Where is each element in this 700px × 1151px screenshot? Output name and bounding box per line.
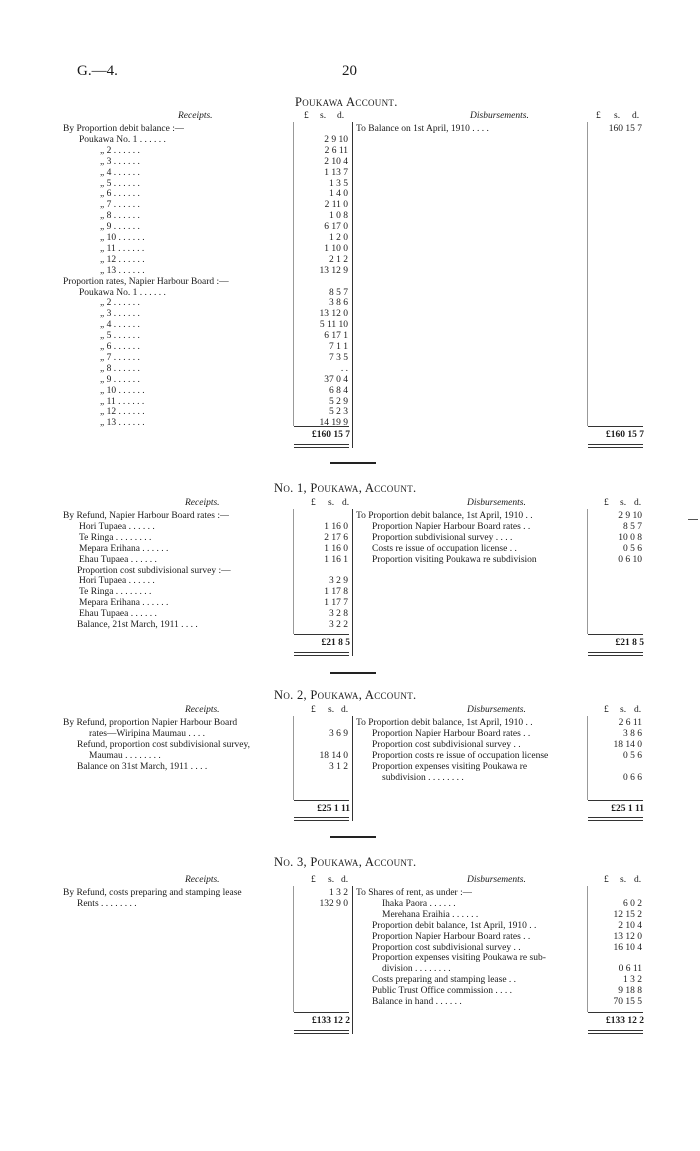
s1-lsd-right-0: £ [604,498,609,508]
s0-receipt-label: Poukawa No. 1 . . . . . . [79,287,166,298]
s0-receipt-amount: 6 17 0 [324,222,348,233]
margin-mark [688,519,698,520]
s2-double-rule-right [588,817,643,821]
s1-disbursement-label: Proportion subdivisional survey . . . . [372,532,513,543]
s3-disbursement-label: Merehana Eraihia . . . . . . [382,909,479,920]
s2-title: No. 2, Poukawa, Account. [274,688,417,702]
s0-left-amount-rule [293,122,294,426]
s0-receipt-amount: 13 12 0 [319,309,348,320]
s3-disbursement-amount: 12 15 2 [613,909,642,920]
s0-receipt-amount: 5 11 10 [319,320,348,331]
s2-receipt-label: By Refund, proportion Napier Harbour Board [63,718,238,728]
s1-double-rule-left [294,652,349,656]
s0-disbursement-label: To Balance on 1st April, 1910 . . . . [356,124,489,134]
s0-receipt-amount: 7 3 5 [329,352,348,363]
s0-receipt-label: „ 8 . . . . . . [100,211,140,222]
s0-lsd-left-2: d. [337,111,345,121]
s1-receipt-amount: 1 17 7 [324,598,348,609]
s0-total-right: £160 15 7 [606,430,644,440]
s2-disbursement-amount: 0 6 6 [623,772,642,783]
s0-receipt-amount: 1 10 0 [324,243,348,254]
s1-receipt-label: By Refund, Napier Harbour Board rates :— [63,511,230,521]
s0-receipt-label: „ 3 . . . . . . [100,309,140,320]
s2-disbursement-label: Proportion expenses visiting Poukawa re [372,761,528,772]
s2-total-right: £25 1 11 [611,804,644,814]
s0-lsd-right-0: £ [596,111,601,121]
s0-lsd-right-1: s. [614,111,621,121]
s0-receipt-label: Proportion rates, Napier Harbour Board :— [63,276,229,287]
s2-lsd-right-0: £ [604,705,609,715]
s1-receipt-label: Proportion cost subdivisional survey :— [77,565,231,576]
s2-double-rule-left [294,817,349,821]
s1-receipt-amount: 3 2 8 [329,609,348,620]
s3-disbursement-label: Ihaka Paora . . . . . . [382,898,456,909]
s1-disbursement-label: To Proportion debit balance, 1st April, 1910 . . [356,511,533,521]
s0-receipt-label: „ 13 . . . . . . [100,265,145,276]
s3-disbursement-label: Proportion Napier Harbour Board rates . . [372,931,531,942]
section-separator [330,672,376,674]
s0-total-rule-right [588,426,643,427]
s0-receipt-amount: 2 9 10 [324,134,348,145]
s3-lsd-left-2: d. [341,875,349,885]
s1-left-amount-rule [293,509,294,634]
s2-disbursement-label: To Proportion debit balance, 1st April, 1910 . . [356,718,533,728]
s2-receipt-amount: 3 1 2 [329,761,348,772]
s3-receipt-amount: 1 3 2 [329,888,348,898]
s1-disbursement-amount: 8 5 7 [623,521,642,532]
s3-receipt-label: Rents . . . . . . . . [77,898,137,909]
s1-disbursement-label: Costs re issue of occupation license . . [372,543,517,554]
s2-lsd-left-0: £ [311,705,316,715]
s0-receipt-label: „ 2 . . . . . . [100,145,140,156]
s0-total-left: £160 15 7 [312,430,350,440]
s0-receipt-amount: 5 2 9 [329,396,348,407]
s3-lsd-left-0: £ [311,875,316,885]
s1-receipt-amount: 1 16 0 [324,543,348,554]
s0-receipt-amount: 13 12 9 [319,265,348,276]
s3-lsd-right-2: d. [634,875,642,885]
s2-receipt-label: rates—Wiripina Maumau . . . . [89,728,205,739]
s3-disbursement-amount: 2 10 4 [618,920,642,931]
s0-receipt-amount: 8 5 7 [329,287,348,298]
s0-right-amount-rule [587,122,588,426]
s3-total-left: £133 12 2 [312,1016,350,1026]
s2-lsd-right-2: d. [634,705,642,715]
s0-receipt-label: „ 11 . . . . . . [100,396,145,407]
s2-receipt-label: Balance on 31st March, 1911 . . . . [77,761,208,772]
s2-disbursement-amount: 0 5 6 [623,750,642,761]
s2-disbursement-label: Proportion costs re issue of occupation license [372,750,549,761]
s3-receipts-heading: Receipts. [185,875,220,885]
s0-total-rule-left [294,426,349,427]
s0-lsd-left-1: s. [320,111,327,121]
s2-left-amount-rule [293,716,294,800]
s0-receipt-label: By Proportion debit balance :— [63,124,185,134]
s0-receipt-label: „ 12 . . . . . . [100,407,145,418]
s1-lsd-left-2: d. [342,498,350,508]
s2-lsd-left-2: d. [341,705,349,715]
s0-receipt-label: „ 13 . . . . . . [100,418,145,429]
s0-lsd-left-0: £ [304,111,309,121]
s2-lsd-left-1: s. [328,705,335,715]
s2-total-rule-right [588,800,643,801]
s0-lsd-right-2: d. [632,111,640,121]
s2-disbursement-label: subdivision . . . . . . . . [382,772,464,783]
s1-receipt-amount: 1 17 8 [324,587,348,598]
s0-receipt-amount: 2 11 0 [324,200,348,211]
s1-receipt-amount: 3 2 2 [329,620,348,630]
s0-receipt-label: „ 9 . . . . . . [100,374,140,385]
s0-receipt-amount: 1 2 0 [329,233,348,243]
s3-disbursement-amount: 70 15 5 [613,997,642,1007]
s0-receipt-label: „ 3 . . . . . . [100,156,140,167]
s0-receipt-amount: 2 10 4 [324,156,348,167]
s0-disbursement-amount: 160 15 7 [608,124,642,134]
s3-double-rule-right [588,1030,643,1034]
s0-receipt-amount: 6 17 1 [324,331,348,342]
s1-total-left: £21 8 5 [321,638,350,648]
s0-receipts-heading: Receipts. [178,111,213,121]
s0-center-divider [352,122,353,448]
s3-center-divider [352,886,353,1034]
s1-receipt-label: Ehau Tupaea . . . . . . [79,609,157,620]
s3-disbursement-label: Proportion expenses visiting Poukawa re sub- [372,953,546,964]
s3-total-rule-left [294,1012,349,1013]
s0-receipt-amount: 5 2 3 [329,407,348,418]
s0-receipt-label: „ 7 . . . . . . [100,352,140,363]
s3-lsd-right-0: £ [604,875,609,885]
s0-receipt-label: „ 4 . . . . . . [100,320,140,331]
s3-receipt-label: By Refund, costs preparing and stamping lease [63,888,242,898]
s0-receipt-amount: . . [340,363,348,374]
s1-disbursements-heading: Disbursements. [467,498,526,508]
s2-disbursement-amount: 18 14 0 [613,739,642,750]
s1-receipt-amount: 3 2 9 [329,576,348,587]
s3-disbursement-amount: 6 0 2 [623,898,642,909]
s0-receipt-label: „ 10 . . . . . . [100,385,145,396]
s0-receipt-amount: 37 0 4 [324,374,348,385]
s3-double-rule-left [294,1030,349,1034]
s2-disbursement-label: Proportion cost subdivisional survey . . [372,739,521,750]
s3-disbursement-label: Costs preparing and stamping lease . . [372,975,517,986]
s3-left-amount-rule [293,886,294,1012]
s3-lsd-left-1: s. [328,875,335,885]
s1-receipt-amount: 1 16 0 [324,521,348,532]
s0-receipt-amount: 2 6 11 [324,145,348,156]
s0-receipt-label: „ 5 . . . . . . [100,331,140,342]
s1-disbursement-amount: 0 6 10 [618,554,642,565]
s0-receipt-label: „ 12 . . . . . . [100,254,145,265]
s0-disbursements-heading: Disbursements. [470,111,529,121]
s0-receipt-amount: 2 1 2 [329,254,348,265]
s3-title: No. 3, Poukawa, Account. [274,855,417,869]
s1-disbursement-amount: 10 0 8 [618,532,642,543]
s3-disbursement-amount: 0 6 11 [618,964,642,975]
s3-disbursement-amount: 1 3 2 [623,975,642,986]
s0-title: Poukawa Account. [295,95,398,109]
s2-receipt-amount: 18 14 0 [319,750,348,761]
s1-receipt-label: Mepara Erihana . . . . . . [79,598,169,609]
s1-disbursement-label: Proportion Napier Harbour Board rates . . [372,521,531,532]
s1-disbursement-amount: 2 9 10 [618,511,642,521]
s3-right-amount-rule [587,886,588,1012]
s1-receipt-label: Hori Tupaea . . . . . . [79,576,155,587]
s2-right-amount-rule [587,716,588,800]
s0-receipt-label: „ 9 . . . . . . [100,222,140,233]
s2-disbursement-label: Proportion Napier Harbour Board rates . . [372,728,531,739]
s1-receipt-amount: 1 16 1 [324,554,348,565]
s0-receipt-label: Poukawa No. 1 . . . . . . [79,134,166,145]
s0-receipt-amount: 3 8 6 [329,298,348,309]
s0-receipt-label: „ 4 . . . . . . [100,167,140,178]
s1-lsd-right-2: d. [634,498,642,508]
s0-receipt-amount: 6 8 4 [329,385,348,396]
s1-disbursement-amount: 0 5 6 [623,543,642,554]
s2-disbursements-heading: Disbursements. [467,705,526,715]
s1-center-divider [352,509,353,656]
s3-lsd-right-1: s. [620,875,627,885]
s1-total-rule-left [294,634,349,635]
s1-lsd-right-1: s. [620,498,627,508]
s3-disbursement-amount: 9 18 8 [618,986,642,997]
page-number: 20 [342,63,357,79]
section-separator [330,462,376,464]
s0-receipt-amount: 7 1 1 [329,342,348,352]
section-separator [330,836,376,838]
s1-title: No. 1, Poukawa, Account. [274,481,417,495]
s0-receipt-label: „ 2 . . . . . . [100,298,140,309]
s0-receipt-label: „ 5 . . . . . . [100,178,140,189]
s0-receipt-label: „ 10 . . . . . . [100,233,145,243]
s2-receipt-label: Maumau . . . . . . . . [89,750,161,761]
s0-receipt-amount: 1 13 7 [324,167,348,178]
s0-double-rule-right [588,444,643,448]
s0-receipt-amount: 14 19 9 [319,418,348,429]
s0-receipt-label: „ 6 . . . . . . [100,342,140,352]
s3-disbursements-heading: Disbursements. [467,875,526,885]
s2-disbursement-amount: 3 8 6 [623,728,642,739]
s1-receipt-label: Te Ringa . . . . . . . . [79,587,152,598]
s1-receipt-amount: 2 17 6 [324,532,348,543]
s2-total-left: £25 1 11 [317,804,350,814]
s2-disbursement-amount: 2 6 11 [618,718,642,728]
s2-lsd-right-1: s. [620,705,627,715]
s0-receipt-label: „ 7 . . . . . . [100,200,140,211]
s1-total-right: £21 8 5 [615,638,644,648]
s1-receipt-label: Te Ringa . . . . . . . . [79,532,152,543]
s1-receipt-label: Balance, 21st March, 1911 . . . . [77,620,198,630]
s2-center-divider [352,716,353,821]
s0-receipt-amount: 1 4 0 [329,189,348,200]
s1-total-rule-right [588,634,643,635]
s1-receipt-label: Mepara Erihana . . . . . . [79,543,169,554]
s3-total-right: £133 12 2 [606,1016,644,1026]
s1-receipt-label: Ehau Tupaea . . . . . . [79,554,157,565]
s3-total-rule-right [588,1012,643,1013]
s3-disbursement-label: Proportion cost subdivisional survey . . [372,942,521,953]
s2-receipts-heading: Receipts. [185,705,220,715]
s3-disbursement-label: Proportion debit balance, 1st April, 1910 . . [372,920,537,931]
s3-disbursement-label: Balance in hand . . . . . . [372,997,462,1007]
document-code: G.—4. [77,63,118,79]
s1-double-rule-right [588,652,643,656]
s0-double-rule-left [294,444,349,448]
s3-disbursement-label: division . . . . . . . . [382,964,451,975]
s1-disbursement-label: Proportion visiting Poukawa re subdivision [372,554,537,565]
s2-total-rule-left [294,800,349,801]
s1-receipts-heading: Receipts. [185,498,220,508]
s1-lsd-left-1: s. [328,498,335,508]
s1-lsd-left-0: £ [311,498,316,508]
s0-receipt-amount: 1 3 5 [329,178,348,189]
s0-receipt-amount: 1 0 8 [329,211,348,222]
s3-disbursement-amount: 16 10 4 [613,942,642,953]
s1-receipt-label: Hori Tupaea . . . . . . [79,521,155,532]
s3-receipt-amount: 132 9 0 [319,898,348,909]
s0-receipt-label: „ 6 . . . . . . [100,189,140,200]
s3-disbursement-label: To Shares of rent, as under :— [356,888,473,898]
s3-disbursement-amount: 13 12 0 [613,931,642,942]
s1-right-amount-rule [587,509,588,634]
s3-disbursement-label: Public Trust Office commission . . . . [372,986,512,997]
s2-receipt-amount: 3 6 9 [329,728,348,739]
s0-receipt-label: „ 8 . . . . . . [100,363,140,374]
s0-receipt-label: „ 11 . . . . . . [100,243,145,254]
s2-receipt-label: Refund, proportion cost subdivisional survey, [77,739,251,750]
